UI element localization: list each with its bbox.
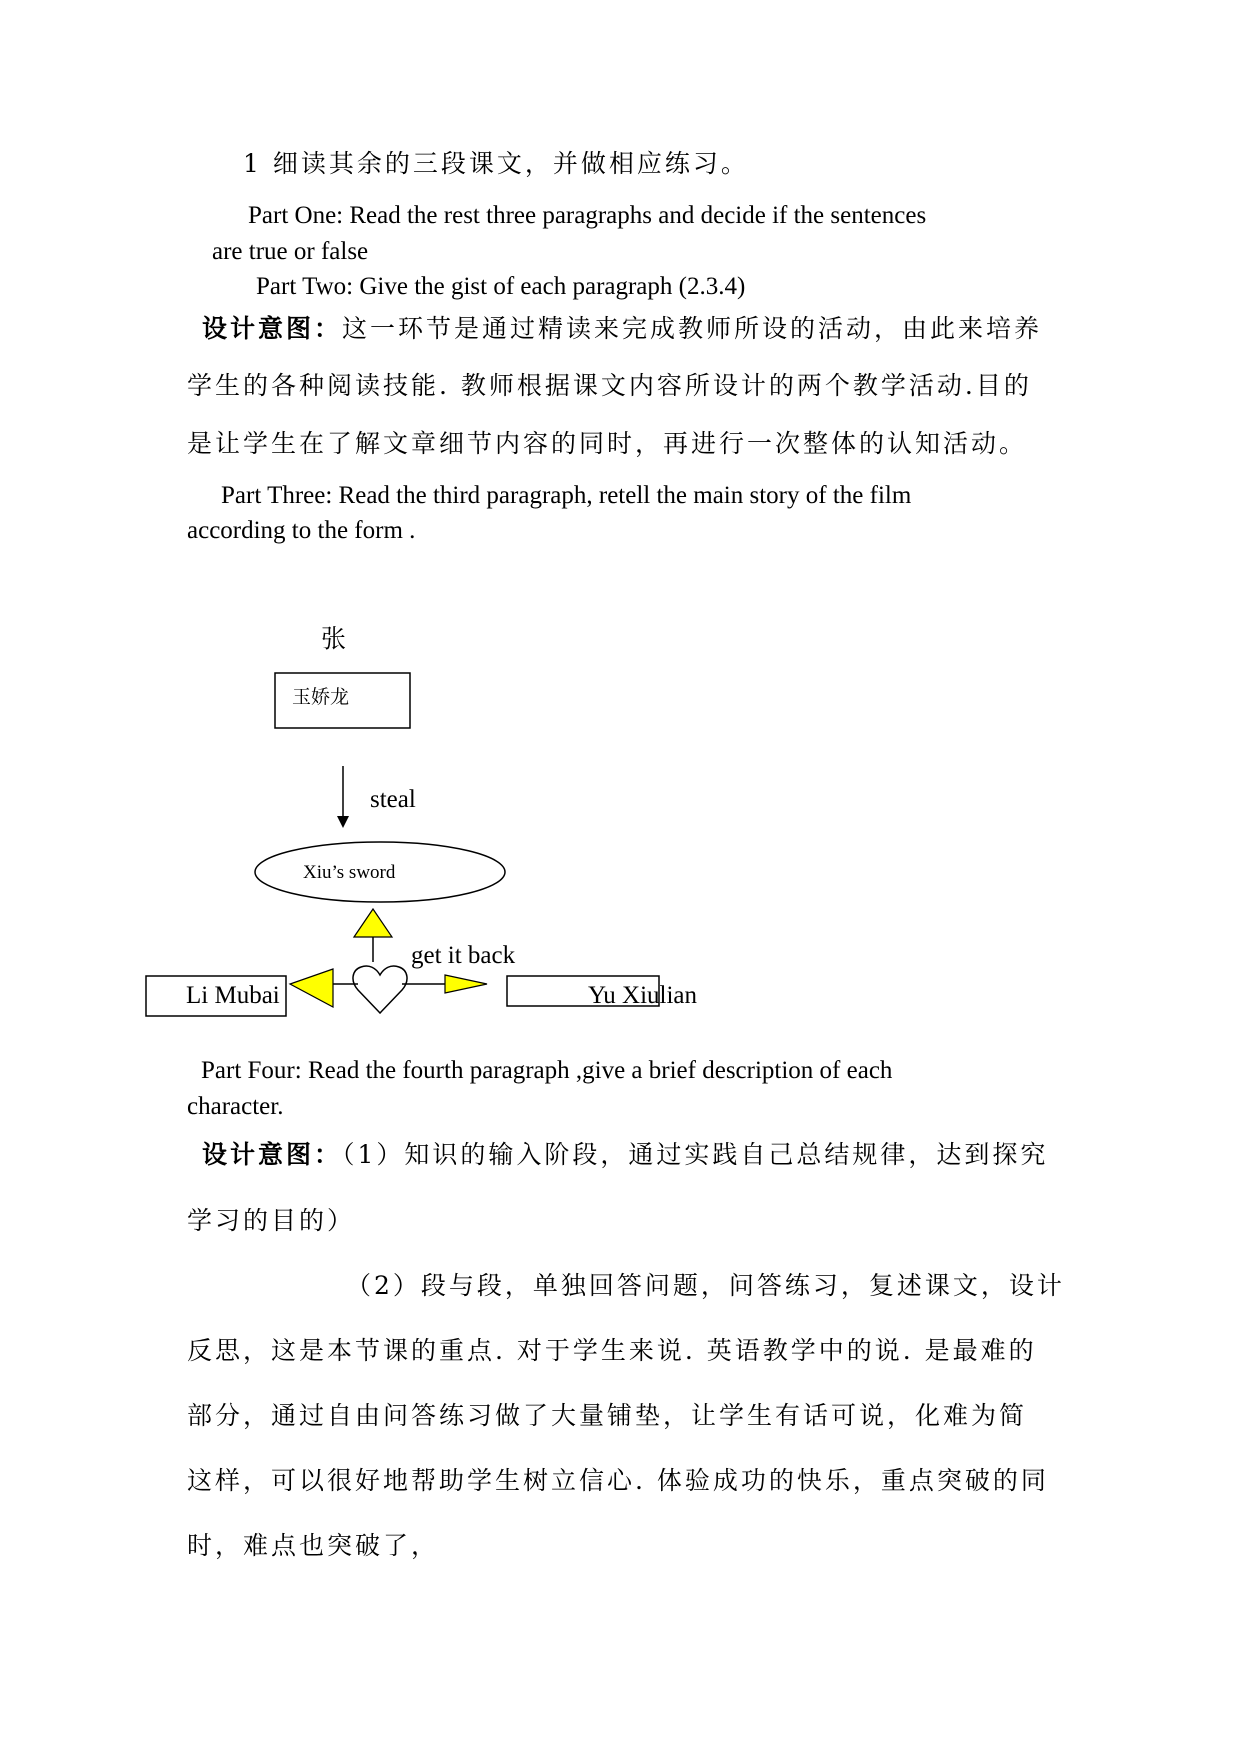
design-intent-2-line3: （2）段与段，单独回答问题，问答练习，复述课文，设计 xyxy=(346,1271,1065,1300)
design-intent-2-line5: 部分，通过自由问答练习做了大量铺垫，让学生有话可说，化难为简 xyxy=(187,1401,1028,1430)
part-three-line2: according to the form . xyxy=(187,517,416,544)
part-one-line2: are true or false xyxy=(212,238,369,265)
design-intent-2-line2: 学习的目的） xyxy=(187,1206,356,1235)
diagram-box-top-label: 玉娇龙 xyxy=(292,686,350,708)
design-intent-label: 设计意图： xyxy=(202,314,343,343)
diagram-get-back-label: get it back xyxy=(411,942,516,969)
diagram-ellipse-label: Xiu’s sword xyxy=(303,862,396,883)
design-intent-1-line3: 是让学生在了解文章细节内容的同时，再进行一次整体的认知活动。 xyxy=(187,429,1028,458)
part-two: Part Two: Give the gist of each paragraph (2.3.4) xyxy=(256,273,746,300)
design-intent-2-line6: 这样，可以很好地帮助学生树立信心. 体验成功的快乐，重点突破的同 xyxy=(187,1466,1049,1495)
part-one-line1: Part One: Read the rest three paragraphs and decide if the sentences xyxy=(248,202,927,229)
diagram-left-box-label: Li Mubai xyxy=(186,982,280,1009)
part-four-line2: character. xyxy=(187,1093,284,1120)
up-arrow-head xyxy=(354,909,392,937)
diagram-right-box-label: Yu Xiulian xyxy=(588,982,698,1009)
left-arrow-head xyxy=(290,969,333,1007)
design-intent-2-line4: 反思，这是本节课的重点. 对于学生来说. 英语教学中的说. 是最难的 xyxy=(187,1336,1037,1365)
part-four-line1: Part Four: Read the fourth paragraph ,give a brief description of each xyxy=(201,1057,893,1084)
part-three-line1: Part Three: Read the third paragraph, retell the main story of the film xyxy=(221,482,912,509)
diagram-steal-label: steal xyxy=(370,786,416,813)
design-intent-1-line2: 学生的各种阅读技能. 教师根据课文内容所设计的两个教学活动.目的 xyxy=(187,371,1032,400)
design-intent-2-line1 xyxy=(202,1142,1048,1167)
design-intent-label-2: 设计意图： xyxy=(202,1140,343,1169)
steal-arrow-head xyxy=(337,816,349,828)
design-intent-2-text: （1）知识的输入阶段，通过实践自己总结规律，达到探究 xyxy=(342,1140,1049,1169)
right-arrow-head xyxy=(445,975,487,993)
heart-shape xyxy=(353,966,407,1013)
diagram-zhang: 张 xyxy=(321,624,347,653)
exercise-intro: 1 细读其余的三段课文，并做相应练习。 xyxy=(243,149,749,178)
design-intent-2-line7: 时，难点也突破了， xyxy=(187,1531,440,1560)
design-intent-text: 这一环节是通过精读来完成教师所设的活动，由此来培养 xyxy=(342,314,1043,343)
